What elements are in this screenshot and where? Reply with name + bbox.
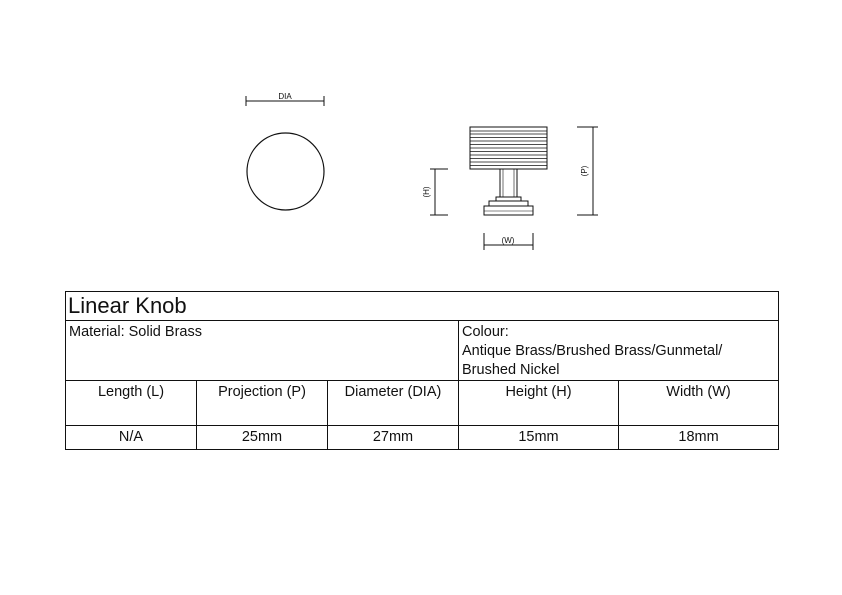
colour-heading: Colour: <box>462 324 509 340</box>
colour-cell <box>459 321 779 381</box>
value-width: 18mm <box>619 426 779 450</box>
side-view <box>430 127 598 250</box>
knob-rose-lower <box>484 206 533 215</box>
colour-options-line-2: Brushed Nickel <box>462 362 560 378</box>
product-title: Linear Knob <box>66 292 779 321</box>
header-diameter: Diameter (DIA) <box>328 381 459 426</box>
p-label: (P) <box>580 165 589 177</box>
header-height: Height (H) <box>459 381 619 426</box>
spec-header-row <box>66 381 779 426</box>
knob-rose-middle <box>489 201 528 206</box>
h-label: (H) <box>422 186 431 198</box>
header-width: Width (W) <box>619 381 779 426</box>
knob-head-grooves <box>470 131 547 166</box>
colour-options-line-1: Antique Brass/Brushed Brass/Gunmetal/ <box>462 343 723 359</box>
value-diameter: 27mm <box>328 426 459 450</box>
product-spec-table <box>65 291 779 450</box>
header-length: Length (L) <box>66 381 197 426</box>
technical-drawing <box>0 0 842 280</box>
dia-label: DIA <box>278 92 292 101</box>
title-row <box>66 292 779 321</box>
knob-rose-upper <box>496 197 521 201</box>
knob-stem <box>500 169 517 197</box>
value-height: 15mm <box>459 426 619 450</box>
value-projection: 25mm <box>197 426 328 450</box>
w-label: (W) <box>501 236 515 245</box>
spec-value-row <box>66 426 779 450</box>
material-cell: Material: Solid Brass <box>66 321 459 381</box>
knob-front-circle <box>247 133 324 210</box>
front-view <box>246 96 324 210</box>
header-projection: Projection (P) <box>197 381 328 426</box>
value-length: N/A <box>66 426 197 450</box>
info-row <box>66 321 779 381</box>
